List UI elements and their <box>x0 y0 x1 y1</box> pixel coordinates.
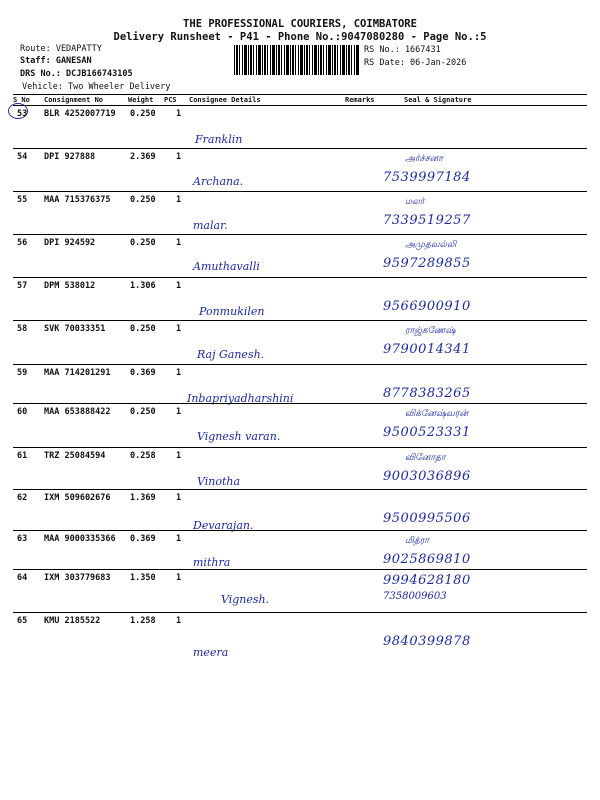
row-sno: 64 <box>17 573 28 583</box>
receiver-phone: 9994628180 <box>383 573 471 588</box>
row-pcs: 1 <box>176 368 182 378</box>
row-weight: 0.250 <box>130 324 156 334</box>
drs-number: DRS No.: DCJB166743105 <box>20 69 133 79</box>
receiver-alt-phone: 7358009603 <box>383 591 447 602</box>
consignee-handwritten-name: Vinotha <box>197 475 241 488</box>
row-rule <box>13 277 587 278</box>
row-rule <box>13 191 587 192</box>
row-pcs: 1 <box>176 281 182 291</box>
row-weight: 0.369 <box>130 368 156 378</box>
row-rule <box>13 612 587 613</box>
row-rule <box>13 447 587 448</box>
row-weight: 0.258 <box>130 451 156 461</box>
row-sno: 56 <box>17 238 28 248</box>
row-pcs: 1 <box>176 534 182 544</box>
row-rule <box>13 489 587 490</box>
row-rule <box>13 148 587 149</box>
row-rule <box>13 569 587 570</box>
row-sno: 53 <box>17 109 28 119</box>
barcode-image <box>234 45 360 75</box>
row-consignment-no: IXM 303779683 <box>44 573 111 583</box>
row-weight: 1.306 <box>130 281 156 291</box>
table-row <box>0 320 600 370</box>
consignee-handwritten-name: mithra <box>193 556 231 569</box>
consignee-handwritten-name: Inbapriyadharshini <box>187 392 294 405</box>
table-row <box>0 403 600 453</box>
col-consignment: Consignment No <box>44 96 104 104</box>
signature-scribble: விக்னேஷ்வரன் <box>405 409 469 419</box>
row-consignment-no: MAA 714201291 <box>44 368 111 378</box>
col-sno: S No <box>13 96 30 104</box>
receiver-phone: 7339519257 <box>383 213 471 228</box>
signature-scribble: அர்ச்சனா <box>405 154 444 164</box>
consignee-handwritten-name: Franklin <box>195 133 243 146</box>
row-consignment-no: BLR 4252007719 <box>44 109 116 119</box>
col-pcs: PCS <box>164 96 177 104</box>
consignee-handwritten-name: Vignesh varan. <box>197 430 281 443</box>
row-consignment-no: TRZ 25084594 <box>44 451 106 461</box>
row-rule <box>13 530 587 531</box>
row-sno: 61 <box>17 451 28 461</box>
row-sno: 55 <box>17 195 28 205</box>
route-label: Route: VEDAPATTY <box>20 44 102 54</box>
row-rule <box>13 364 587 365</box>
row-sno: 60 <box>17 407 28 417</box>
row-sno: 62 <box>17 493 28 503</box>
receiver-phone: 9566900910 <box>383 299 471 314</box>
staff-label: Staff: GANESAN <box>20 56 92 66</box>
vehicle-label: Vehicle: Two Wheeler Delivery <box>22 82 171 92</box>
row-pcs: 1 <box>176 451 182 461</box>
row-sno: 63 <box>17 534 28 544</box>
receiver-phone: 9003036896 <box>383 469 471 484</box>
consignee-handwritten-name: Amuthavalli <box>193 260 260 273</box>
row-weight: 1.350 <box>130 573 156 583</box>
signature-scribble: ராஜ்கணேஷ் <box>405 326 456 336</box>
row-weight: 0.250 <box>130 238 156 248</box>
row-pcs: 1 <box>176 238 182 248</box>
header-top-rule <box>13 94 587 95</box>
row-pcs: 1 <box>176 616 182 626</box>
company-title: THE PROFESSIONAL COURIERS, COIMBATORE <box>183 18 417 30</box>
col-weight: Weight <box>128 96 154 104</box>
row-sno: 54 <box>17 152 28 162</box>
signature-scribble: அமுதவல்லி <box>405 240 457 250</box>
runsheet-subtitle: Delivery Runsheet - P41 - Phone No.:9047080280 - Page No.:5 <box>113 31 487 43</box>
consignee-handwritten-name: meera <box>193 646 229 659</box>
row-consignment-no: MAA 715376375 <box>44 195 111 205</box>
row-pcs: 1 <box>176 109 182 119</box>
row-sno: 57 <box>17 281 28 291</box>
row-weight: 0.250 <box>130 195 156 205</box>
row-pcs: 1 <box>176 324 182 334</box>
receiver-phone: 9840399878 <box>383 634 471 649</box>
receiver-phone: 7539997184 <box>383 170 471 185</box>
row-consignment-no: KMU 2185522 <box>44 616 101 626</box>
consignee-handwritten-name: Vignesh. <box>221 593 270 606</box>
receiver-phone: 9500995506 <box>383 511 471 526</box>
row-weight: 1.369 <box>130 493 156 503</box>
row-rule <box>13 234 587 235</box>
col-seal: Seal & Signature <box>404 96 472 104</box>
consignee-handwritten-name: Archana. <box>193 175 244 188</box>
row-pcs: 1 <box>176 573 182 583</box>
consignee-handwritten-name: Ponmukilen <box>199 305 265 318</box>
receiver-phone: 9500523331 <box>383 425 471 440</box>
row-pcs: 1 <box>176 195 182 205</box>
receiver-phone: 9790014341 <box>383 342 471 357</box>
row-rule <box>13 403 587 404</box>
row-sno: 59 <box>17 368 28 378</box>
row-sno: 58 <box>17 324 28 334</box>
col-consignee: Consignee Details <box>189 96 261 104</box>
rs-number: RS No.: 1667431 <box>364 45 441 55</box>
row-consignment-no: DPM 538012 <box>44 281 96 291</box>
row-weight: 0.250 <box>130 109 156 119</box>
col-remarks: Remarks <box>345 96 375 104</box>
row-weight: 0.369 <box>130 534 156 544</box>
table-row <box>0 612 600 662</box>
receiver-phone: 8778383265 <box>383 386 471 401</box>
consignee-handwritten-name: Raj Ganesh. <box>197 348 265 361</box>
row-consignment-no: MAA 653888422 <box>44 407 111 417</box>
row-pcs: 1 <box>176 407 182 417</box>
row-rule <box>13 320 587 321</box>
row-sno: 65 <box>17 616 28 626</box>
row-pcs: 1 <box>176 152 182 162</box>
consignee-handwritten-name: malar. <box>193 219 228 232</box>
signature-scribble: மித்ரா <box>405 536 430 546</box>
row-consignment-no: MAA 9000335366 <box>44 534 116 544</box>
row-consignment-no: DPI 927888 <box>44 152 96 162</box>
row-consignment-no: IXM 509602676 <box>44 493 111 503</box>
row-consignment-no: DPI 924592 <box>44 238 96 248</box>
rs-date: RS Date: 06-Jan-2026 <box>364 58 467 68</box>
row-consignment-no: SVK 70033351 <box>44 324 106 334</box>
signature-scribble: மலர் <box>405 197 425 207</box>
row-weight: 0.250 <box>130 407 156 417</box>
row-weight: 2.369 <box>130 152 156 162</box>
row-weight: 1.258 <box>130 616 156 626</box>
receiver-phone: 9597289855 <box>383 256 471 271</box>
receiver-phone: 9025869810 <box>383 552 471 567</box>
signature-scribble: வினோதா <box>405 453 446 463</box>
consignee-handwritten-name: Devarajan. <box>193 519 254 532</box>
row-pcs: 1 <box>176 493 182 503</box>
